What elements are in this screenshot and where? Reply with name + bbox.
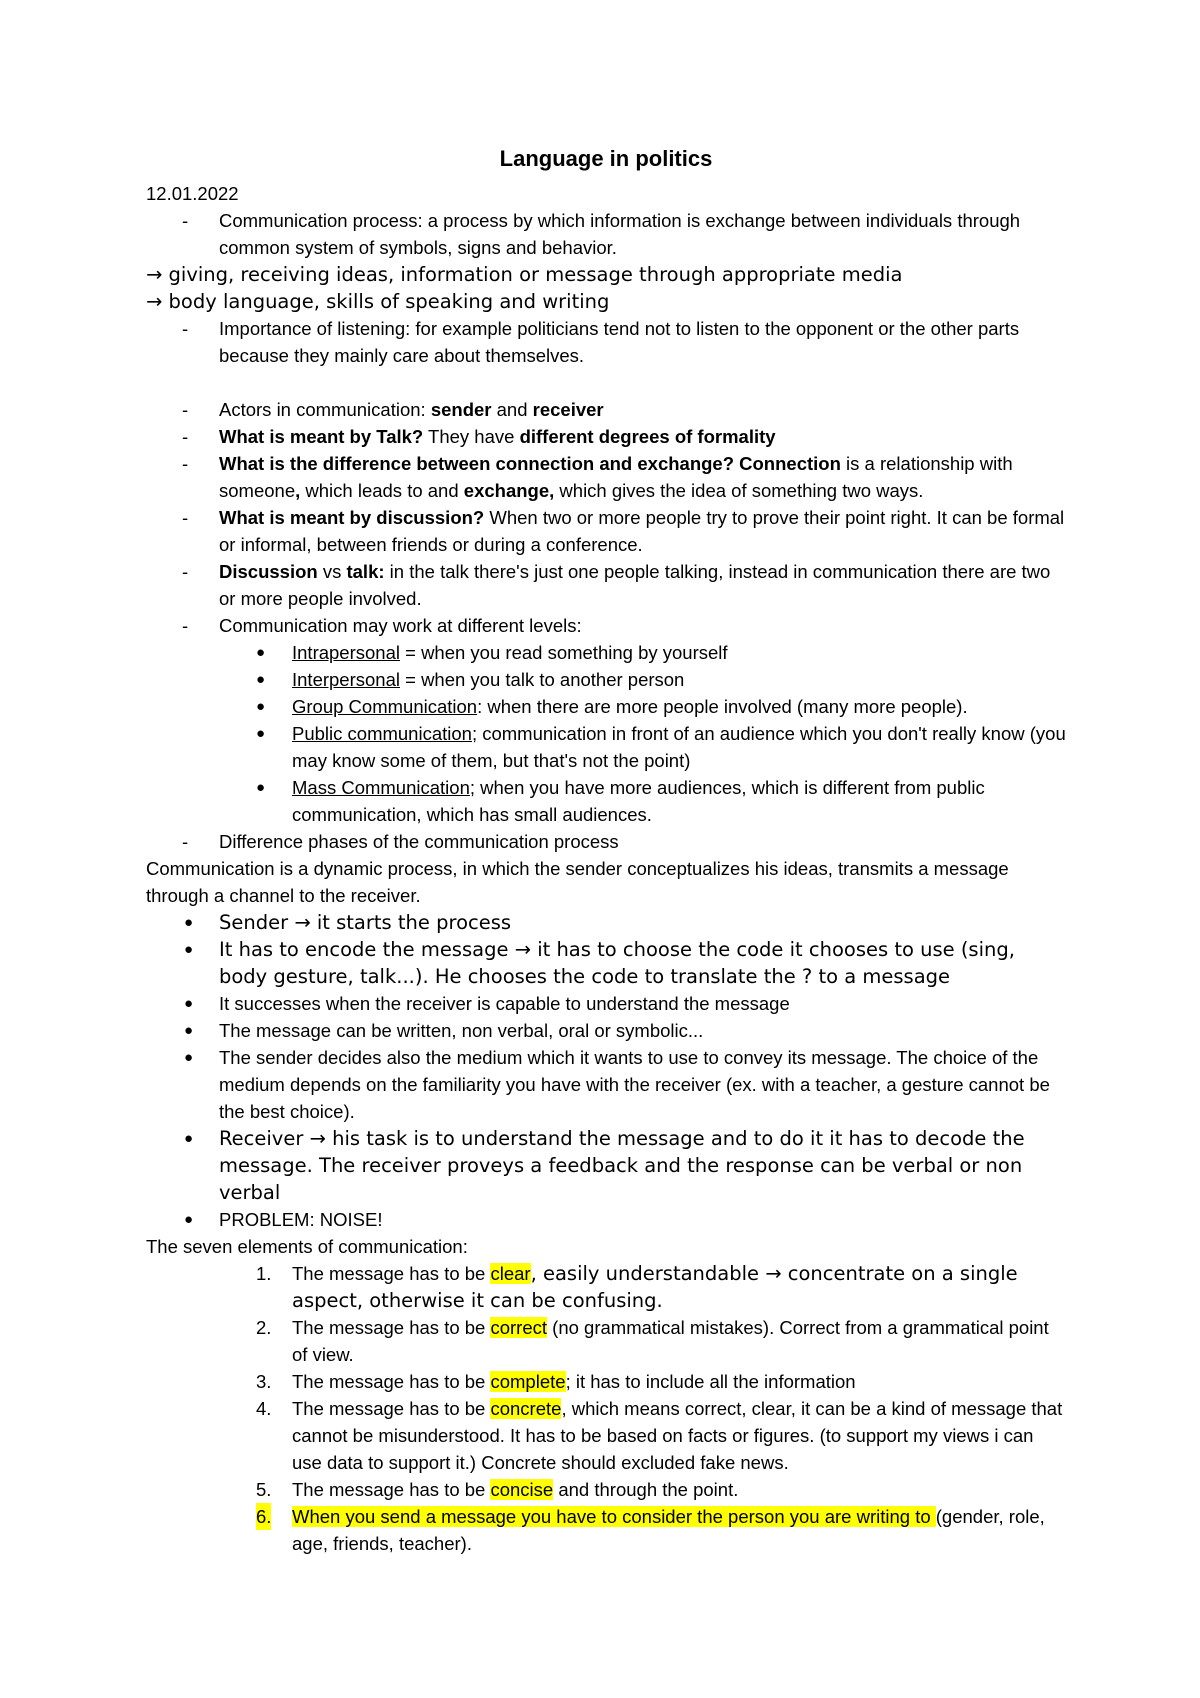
highlighted-text: complete [490, 1371, 566, 1392]
dash-marker: - [182, 561, 189, 582]
bullet-marker: ● [184, 941, 194, 958]
item-text: The message has to be [292, 1371, 491, 1392]
dash-marker: - [182, 831, 189, 852]
list-item [146, 207, 1066, 261]
item-text: The message can be written, non verbal, oral or symbolic... [219, 1020, 704, 1041]
number-marker: 3. [256, 1371, 272, 1392]
numbered-item [146, 1314, 1066, 1368]
item-text: They have [423, 426, 520, 447]
highlighted-text: clear [490, 1263, 531, 1284]
item-text: (no grammatical mistakes). Correct from a grammatical point of view. [292, 1317, 1049, 1365]
item-text: Actors in communication: [219, 399, 431, 420]
bold-text: Discussion [219, 561, 318, 582]
bullet-marker: ● [256, 671, 266, 688]
bold-text: , [295, 480, 301, 501]
section-heading: The seven elements of communication: [146, 1236, 468, 1257]
bullet-marker: ● [256, 698, 266, 715]
date-line: 12.01.2022 [146, 183, 239, 204]
item-text: The message has to be [292, 1317, 491, 1338]
item-text: Importance of listening: for example politicians tend not to listen to the opponent or the other parts because they mainly care about themselves. [219, 318, 1020, 366]
process-item [146, 909, 1066, 936]
number-marker: 4. [256, 1398, 272, 1419]
item-text: is a relationship with someone [219, 453, 1013, 501]
process-item [146, 936, 1066, 990]
bullet-marker: ● [184, 1049, 194, 1066]
level-text: = when you read something by yourself [399, 642, 728, 663]
item-text: which leads to and [300, 480, 464, 501]
level-item [146, 666, 1066, 693]
page-title: Language in politics [499, 146, 713, 171]
process-item [146, 990, 1066, 1017]
level-name: Public communication; [292, 723, 478, 744]
level-item [146, 774, 1066, 828]
level-name: Interpersonal [292, 669, 400, 690]
bold-text: different degrees of formality [519, 426, 776, 447]
paragraph: Communication is a dynamic process, in which the sender conceptualizes his ideas, transmits a message through a channel to the receiver. [146, 858, 1009, 906]
item-text: ; it has to include all the information [565, 1371, 856, 1392]
highlighted-text: When you send a message you have to consider the person you are writing to [292, 1506, 936, 1527]
item-text: Communication process: a process by which information is exchange between individuals through common system of symbols, signs and behavior. [219, 210, 1021, 258]
process-item [146, 1125, 1066, 1206]
numbered-item [146, 1395, 1066, 1476]
list-item [146, 558, 1066, 612]
bullet-marker: ● [256, 725, 266, 742]
item-text: Receiver → his task is to understand the message and to do it it has to decode the message. The receiver proveys a feedback and the response can be verbal or non verbal [219, 1127, 1025, 1204]
list-item [146, 396, 1066, 423]
item-text: The message has to be [292, 1398, 491, 1419]
dash-marker: - [182, 615, 189, 636]
item-text: It successes when the receiver is capable to understand the message [219, 993, 790, 1014]
arrow-line: → body language, skills of speaking and writing [146, 290, 610, 313]
highlighted-text: concise [490, 1479, 554, 1500]
dash-marker: - [182, 399, 189, 420]
bold-text: sender [430, 399, 492, 420]
bold-text: What is meant by Talk? [219, 426, 424, 447]
process-item [146, 1206, 1066, 1233]
list-item [146, 423, 1066, 450]
level-text: communication in front of an audience which you don't really know (you may know some of them, but that's not the point) [292, 723, 1066, 771]
dash-marker: - [182, 318, 189, 339]
bullet-marker: ● [184, 995, 194, 1012]
item-text: When two or more people try to prove their point right. It can be formal or informal, between friends or during a conference. [219, 507, 1065, 555]
numbered-item [146, 1260, 1066, 1314]
bullet-marker: ● [184, 914, 194, 931]
dash-marker: - [182, 210, 189, 231]
item-text: Communication may work at different levels: [219, 615, 582, 636]
level-name: Group Communication [292, 696, 478, 717]
item-text: and through the point. [553, 1479, 739, 1500]
level-item [146, 720, 1066, 774]
item-text: The message has to be [292, 1263, 491, 1284]
item-text: in the talk there's just one people talking, instead in communication there are two or more people involved. [219, 561, 1051, 609]
dash-marker: - [182, 507, 189, 528]
item-text: , which means correct, clear, it can be a kind of message that cannot be misunderstood. It has to be based on facts or figures. (to support my views i can use data to support it.) Concrete should excluded fake news. [292, 1398, 1063, 1473]
item-text: Difference phases of the communication process [219, 831, 619, 852]
bold-text: talk: [346, 561, 385, 582]
number-marker: 5. [256, 1479, 272, 1500]
bold-text: exchange, [463, 480, 555, 501]
item-text: and [491, 399, 533, 420]
highlighted-text: concrete [490, 1398, 562, 1419]
process-item [146, 1017, 1066, 1044]
spacer [146, 369, 1066, 396]
bullet-marker: ● [256, 644, 266, 661]
item-text: PROBLEM: NOISE! [219, 1209, 383, 1230]
bold-text: receiver [532, 399, 604, 420]
dash-marker: - [182, 453, 189, 474]
number-marker: 2. [256, 1317, 272, 1338]
item-text: It has to encode the message → it has to choose the code it chooses to use (sing, body gesture, talk...). He chooses the code to translate the ? to a message [219, 938, 1015, 988]
level-text: = when you talk to another person [399, 669, 685, 690]
bullet-marker: ● [184, 1130, 194, 1147]
process-item [146, 1044, 1066, 1125]
list-item [146, 828, 1066, 855]
numbered-item [146, 1368, 1066, 1395]
dash-marker: - [182, 426, 189, 447]
list-item [146, 504, 1066, 558]
level-text: : when there are more people involved (many more people). [477, 696, 968, 717]
bullet-marker: ● [184, 1022, 194, 1039]
item-text: , easily understandable → concentrate on a single aspect, otherwise it can be confusing. [292, 1262, 1018, 1312]
item-text: Sender → it starts the process [219, 911, 512, 934]
numbered-item [146, 1476, 1066, 1503]
bullet-marker: ● [256, 779, 266, 796]
item-text: (gender, role, age, friends, teacher). [292, 1506, 1045, 1554]
document-content [146, 142, 1066, 1557]
number-marker: 1. [256, 1263, 272, 1284]
level-name: Intrapersonal [292, 642, 400, 663]
item-text: vs [317, 561, 347, 582]
bold-text: What is meant by discussion? [219, 507, 485, 528]
level-name: Mass Communication [292, 777, 470, 798]
item-text: The message has to be [292, 1479, 491, 1500]
item-text: The sender decides also the medium which it wants to use to convey its message. The choice of the medium depends on the familiarity you have with the receiver (ex. with a teacher, a gesture cannot be the best choice). [219, 1047, 1050, 1122]
arrow-line: → giving, receiving ideas, information or message through appropriate media [146, 263, 903, 286]
level-item [146, 693, 1066, 720]
bullet-marker: ● [184, 1211, 194, 1228]
bold-text: What is the difference between connection and exchange? Connection [219, 453, 841, 474]
list-item [146, 612, 1066, 639]
number-marker: 6. [256, 1503, 271, 1530]
level-text: ; when you have more audiences, which is different from public communication, which has small audiences. [292, 777, 985, 825]
level-item [146, 639, 1066, 666]
list-item [146, 450, 1066, 504]
numbered-item [146, 1503, 1066, 1557]
item-text: which gives the idea of something two ways. [554, 480, 924, 501]
highlighted-text: correct [490, 1317, 548, 1338]
list-item [146, 315, 1066, 369]
